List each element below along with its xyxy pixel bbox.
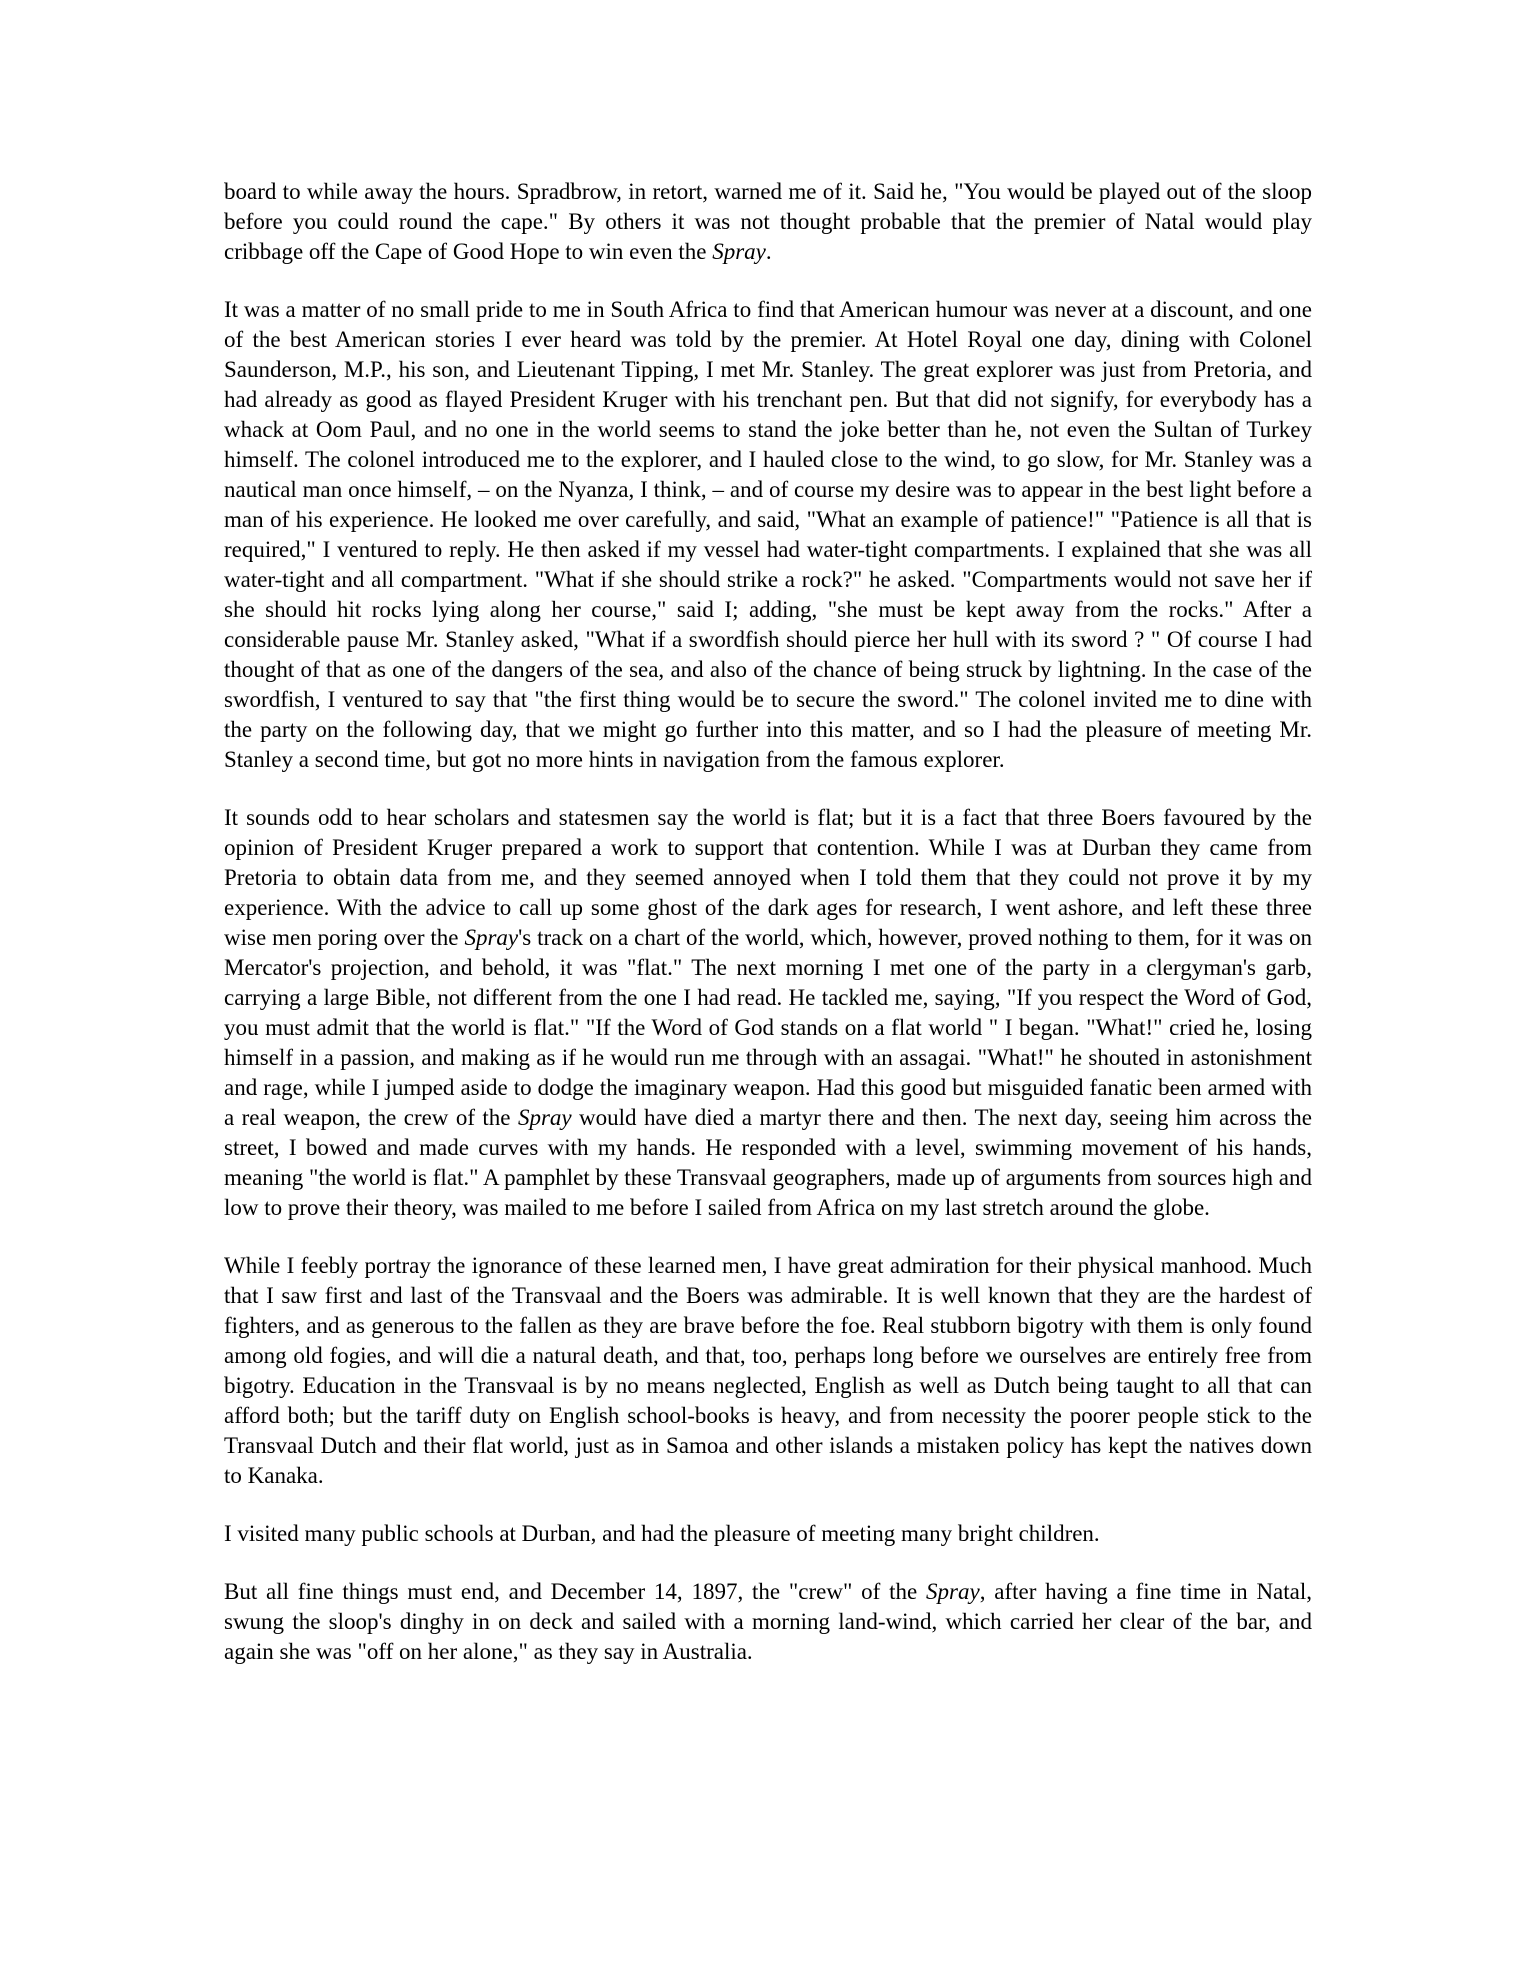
text-run: , after having a fine time in Natal, swung the sloop's dinghy in on deck and sailed with a morning land-wind, which carried her clear of the bar, and again she was "off on her alone," as they say in Australia.	[224, 1579, 1312, 1664]
text-run: would have died a martyr there and then. The next day, seeing him across the street, I bowed and made curves with my hands. He responded with a level, swimming movement of his hands, meaning "the world is flat." A pamphlet by these Transvaal geographers, made up of arguments from sources high and low to prove their theory, was mailed to me before I sailed from Africa on my last stretch around the globe.	[224, 1105, 1312, 1220]
text-run: While I feebly portray the ignorance of these learned men, I have great admiration for their physical manhood. Much that I saw first and last of the Transvaal and the Boers was admirable. It is well known that they are the hardest of fighters, and as generous to the fallen as they are brave before the foe. Real stubborn bigotry with them is only found among old fogies, and will die a natural death, and that, too, perhaps long before we ourselves are entirely free from bigotry. Education in the Transvaal is by no means neglected, English as well as Dutch being taught to all that can afford both; but the tariff duty on English school-books is heavy, and from necessity the poorer people stick to the Transvaal Dutch and their flat world, just as in Samoa and other islands a mistaken policy has kept the natives down to Kanaka.	[224, 1253, 1312, 1488]
paragraph	[224, 177, 1312, 267]
italic-run: Spray	[464, 925, 519, 950]
italic-run: Spray	[712, 239, 766, 264]
text-run: .	[765, 239, 772, 264]
text-run: board to while away the hours. Spradbrow, in retort, warned me of it. Said he, "You would be played out of the sloop before you could round the cape." By others it was not thought probable that the premier of Natal would play cribbage off the Cape of Good Hope to win even the	[224, 179, 1312, 264]
italic-run: Spray	[926, 1579, 980, 1604]
text-run: I visited many public schools at Durban, and had the pleasure of meeting many bright children.	[224, 1521, 1100, 1546]
italic-run: Spray	[517, 1105, 572, 1130]
paragraph	[224, 803, 1312, 1223]
text-run: It sounds odd to hear scholars and statesmen say the world is flat; but it is a fact that three Boers favoured by the opinion of President Kruger prepared a work to support that contention. While I was at Durban they came from Pretoria to obtain data from me, and they seemed annoyed when I told them that they could not prove it by my experience. With the advice to call up some ghost of the dark ages for research, I went ashore, and left these three wise men poring over the	[224, 805, 1312, 950]
paragraph	[224, 295, 1312, 775]
paragraph	[224, 1577, 1312, 1667]
text-run: But all fine things must end, and December 14, 1897, the "crew" of the	[224, 1579, 927, 1604]
paragraph	[224, 1251, 1312, 1491]
text-run: 's track on a chart of the world, which, however, proved nothing to them, for it was on Mercator's projection, and behold, it was "flat." The next morning I met one of the party in a clergyman's garb, carrying a large Bible, not different from the one I had read. He tackled me, saying, "If you respect the Word of God, you must admit that the world is flat." "If the Word of God stands on a flat world " I began. "What!" cried he, losing himself in a passion, and making as if he would run me through with an assagai. "What!" he shouted in astonishment and rage, while I jumped aside to dodge the imaginary weapon. Had this good but misguided fanatic been armed with a real weapon, the crew of the	[224, 925, 1312, 1130]
paragraph	[224, 1519, 1312, 1549]
text-block	[224, 177, 1312, 1667]
text-run: It was a matter of no small pride to me in South Africa to find that American humour was never at a discount, and one of the best American stories I ever heard was told by the premier. At Hotel Royal one day, dining with Colonel Saunderson, M.P., his son, and Lieutenant Tipping, I met Mr. Stanley. The great explorer was just from Pretoria, and had already as good as flayed President Kruger with his trenchant pen. But that did not signify, for everybody has a whack at Oom Paul, and no one in the world seems to stand the joke better than he, not even the Sultan of Turkey himself. The colonel introduced me to the explorer, and I hauled close to the wind, to go slow, for Mr. Stanley was a nautical man once himself, – on the Nyanza, I think, – and of course my desire was to appear in the best light before a man of his experience. He looked me over carefully, and said, "What an example of patience!" "Patience is all that is required," I ventured to reply. He then asked if my vessel had water-tight compartments. I explained that she was all water-tight and all compartment. "What if she should strike a rock?" he asked. "Compartments would not save her if she should hit rocks lying along her course," said I; adding, "she must be kept away from the rocks." After a considerable pause Mr. Stanley asked, "What if a swordfish should pierce her hull with its sword ? " Of course I had thought of that as one of the dangers of the sea, and also of the chance of being struck by lightning. In the case of the swordfish, I ventured to say that "the first thing would be to secure the sword." The colonel invited me to dine with the party on the following day, that we might go further into this matter, and so I had the pleasure of meeting Mr. Stanley a second time, but got no more hints in navigation from the famous explorer.	[224, 297, 1312, 772]
